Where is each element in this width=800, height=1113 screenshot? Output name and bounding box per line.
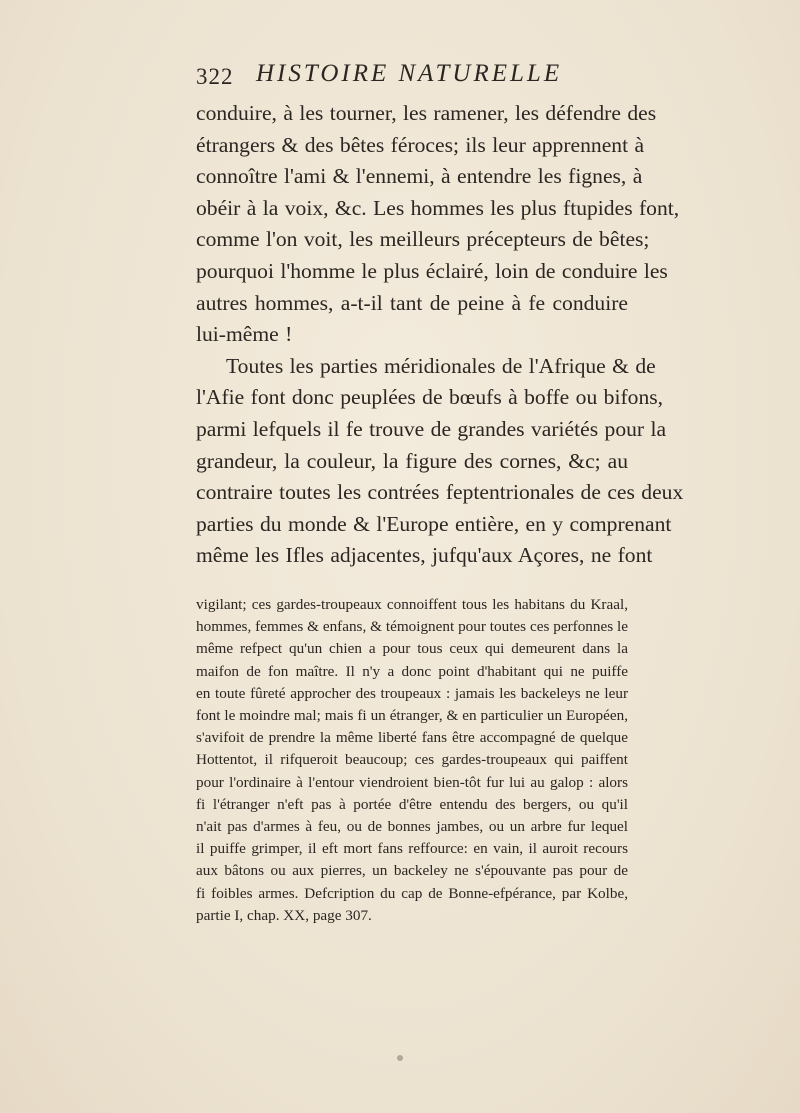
footnote-line: il puiffe grimper, il eft mort fans reffource: en vain, il auroit recours [196,840,628,858]
footnote-line: pour l'ordinaire à l'entour viendroient bien-tôt fur lui au galop : alors [196,773,628,791]
footnote-line: fi foibles armes. Defcription du cap de Bonne-efpérance, par Kolbe, [196,884,628,902]
running-title: HISTOIRE NATURELLE [256,60,563,87]
text-line: grandeur, la couleur, la figure des cornes, &c; au [196,448,628,473]
page-header [196,60,628,98]
ink-spot [397,1055,403,1061]
footnote-line: même refpect qu'un chien a pour tous ceux qui demeurent dans la [196,640,628,658]
text-line: conduire, à les tourner, les ramener, les défendre des [196,101,657,125]
text-line: étrangers & des bêtes féroces; ils leur apprennent à [196,132,645,157]
main-text [196,98,684,572]
footnote [196,594,628,927]
footnote-line: aux bâtons ou aux pierres, un backeley ne s'épouvante pas pour de [196,862,628,880]
text-line: comme l'on voit, les meilleurs précepteurs de bêtes; [196,227,650,252]
text-line: l'Afie font donc peuplées de bœufs à boffe ou bifons, [196,385,664,410]
footnote-line: fi l'étranger n'eft pas à portée d'être entendu des bergers, ou qu'il [196,795,628,813]
text-line: lui-même ! [196,322,293,347]
text-line: connoître l'ami & l'ennemi, à entendre les fignes, à [196,164,643,189]
text-line: Toutes les parties méridionales de l'Afrique & de [226,353,656,378]
footnote-line: partie I, chap. XX, page 307. [196,906,372,924]
footnote-line: Hottentot, il rifqueroit beaucoup; ces gardes-troupeaux qui paiffent [196,751,628,769]
footnote-line: en toute fûreté approcher des troupeaux : jamais les backeleys ne leur [196,684,628,702]
text-line: obéir à la voix, &c. Les hommes les plus ftupides font, [196,195,680,220]
footnote-line: hommes, femmes & enfans, & témoignent pour toutes ces perfonnes le [196,618,628,636]
text-line: même les Ifles adjacentes, jufqu'aux Açores, ne font [196,543,653,568]
text-line: parmi lefquels il fe trouve de grandes variétés pour la [196,416,667,441]
text-line: autres hommes, a-t-il tant de peine à fe conduire [196,290,628,315]
footnote-line: maifon de fon maître. Il n'y a donc point d'habitant qui ne puiffe [196,662,628,680]
footnote-line: font le moindre mal; mais fi un étranger, & en particulier un Européen, [196,706,628,724]
footnote-line: s'avifoit de prendre la même liberté fans être accompagné de quelque [196,729,628,747]
page-number: 322 [196,64,234,89]
text-line: contraire toutes les contrées feptentrionales de ces deux [196,480,684,505]
book-page [196,60,684,927]
text-line: parties du monde & l'Europe entière, en y comprenant [196,511,672,536]
footnote-line: n'ait pas d'armes à feu, ou de bonnes jambes, ou un arbre fur lequel [196,817,628,835]
footnote-line: vigilant; ces gardes-troupeaux connoiffent tous les habitans du Kraal, [196,595,628,613]
text-line: pourquoi l'homme le plus éclairé, loin de conduire les [196,258,668,283]
